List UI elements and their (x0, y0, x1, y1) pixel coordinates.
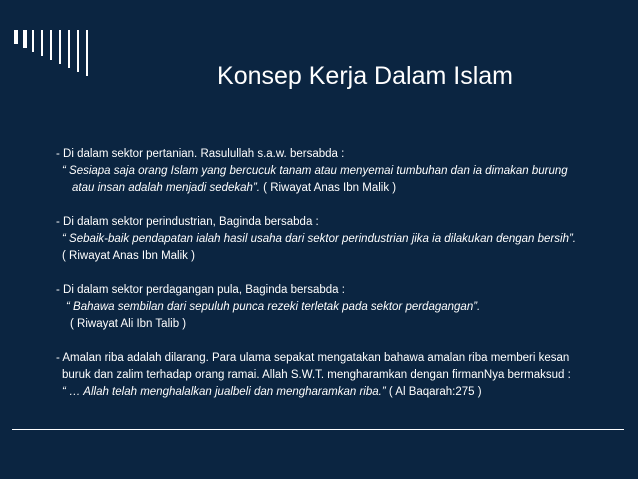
quote-text: “ … Allah telah menghalalkan jualbeli dan mengharamkan riba.” (62, 386, 386, 398)
slide-title: Konsep Kerja Dalam Islam (217, 62, 513, 90)
quote-text: “ Sesiapa saja orang Islam yang bercucuk tanam atau menyemai tumbuhan dan ia dimakan burung (62, 165, 568, 177)
decor-bar (86, 30, 88, 76)
section-perdagangan-quote (56, 299, 626, 316)
section-riba-quote (56, 384, 626, 401)
section-riba-heading: - Amalan riba adalah dilarang. Para ulama sepakat mengatakan bahawa amalan riba memberi kesan (56, 352, 570, 364)
section-pertanian-heading: - Di dalam sektor pertanian. Rasulullah s.a.w. bersabda : (56, 148, 345, 160)
quote-source: ( Riwayat Anas Ibn Malik ) (259, 182, 397, 194)
decor-bar (14, 30, 18, 44)
quote-source: ( Al Baqarah:275 ) (385, 386, 482, 398)
quote-text: “ Bahawa sembilan dari sepuluh punca rezeki terletak pada sektor perdagangan”. (66, 301, 481, 313)
decor-bar (68, 30, 70, 68)
bottom-divider (12, 429, 624, 430)
decor-bar (50, 30, 52, 60)
quote-text: atau insan adalah menjadi sedekah”. (72, 182, 260, 194)
section-perdagangan-source: ( Riwayat Ali Ibn Talib ) (70, 318, 187, 330)
decor-bar (32, 30, 34, 52)
decor-bar (59, 30, 61, 64)
section-pertanian-quote-cont (56, 180, 626, 197)
decor-bar (23, 30, 27, 48)
section-perdagangan-heading: - Di dalam sektor perdagangan pula, Baginda bersabda : (56, 284, 345, 296)
decorative-bars (14, 30, 95, 78)
section-riba-line-2: buruk dan zalim terhadap orang ramai. Allah S.W.T. mengharamkan dengan firmanNya bermaksud : (62, 369, 571, 381)
decor-bar (41, 30, 43, 56)
section-perindustrian-quote (56, 231, 626, 248)
slide-content (56, 146, 626, 401)
decor-bar (77, 30, 79, 72)
section-perindustrian-source: ( Riwayat Anas Ibn Malik ) (62, 250, 195, 262)
section-perindustrian-heading: - Di dalam sektor perindustrian, Baginda bersabda : (56, 216, 319, 228)
section-pertanian-quote (56, 163, 626, 180)
quote-text: “ Sebaik-baik pendapatan ialah hasil usaha dari sektor perindustrian jika ia dilakukan dengan bersih”. (62, 233, 576, 245)
